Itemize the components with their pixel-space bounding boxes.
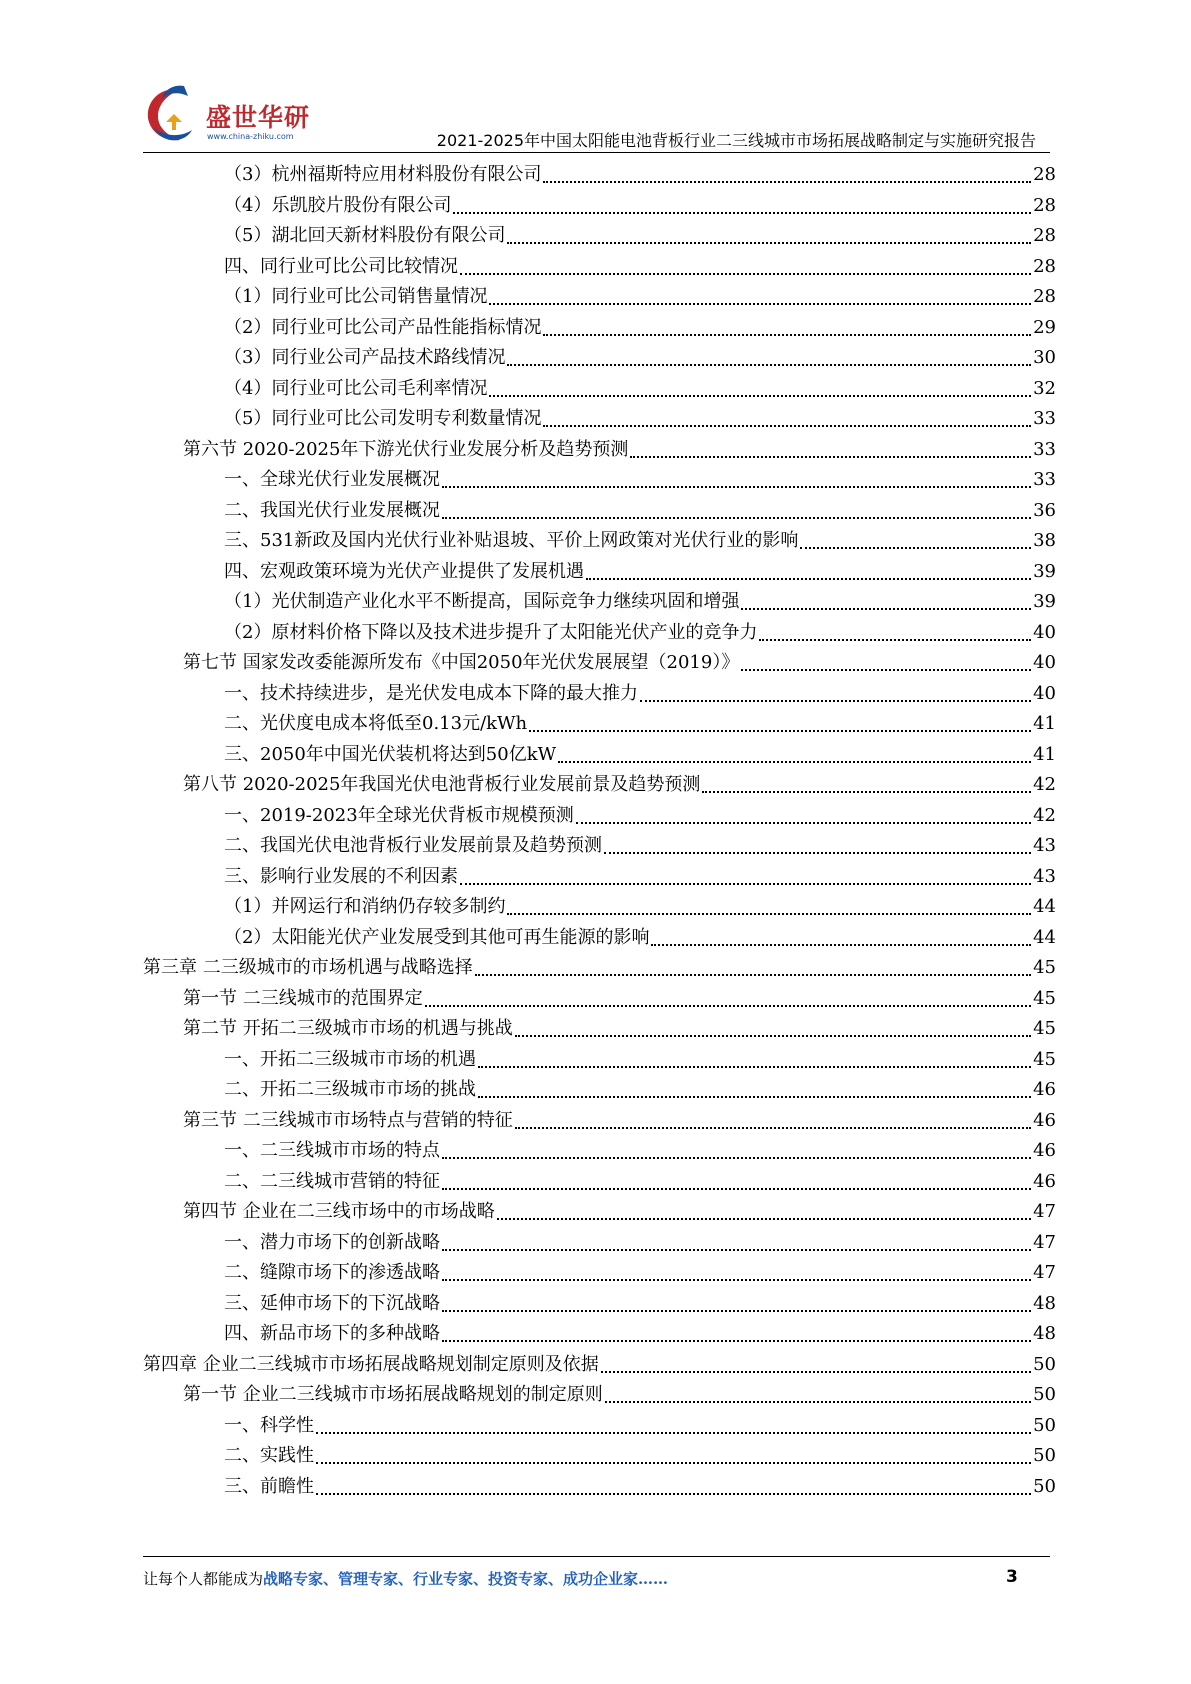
toc-entry-title: （4）乐凯胶片股份有限公司 <box>224 194 452 216</box>
toc-entry-page: 33 <box>1033 408 1056 429</box>
toc-entry-page: 39 <box>1033 591 1056 612</box>
toc-entry[interactable] <box>224 1411 1056 1441</box>
toc-entry[interactable] <box>224 1167 1056 1197</box>
toc-entry[interactable] <box>224 923 1056 953</box>
toc-dot-leader <box>529 730 1031 732</box>
header-divider <box>143 152 1050 153</box>
toc-entry-title: 三、前瞻性 <box>224 1475 314 1497</box>
toc-entry-page: 42 <box>1033 804 1056 826</box>
toc-entry-page: 46 <box>1033 1170 1056 1192</box>
toc-entry-title: 第三章 二三级城市的市场机遇与战略选择 <box>143 957 473 978</box>
toc-entry[interactable] <box>224 587 1056 617</box>
toc-entry-page: 28 <box>1033 286 1056 307</box>
toc-entry[interactable] <box>224 1319 1056 1349</box>
toc-entry-title: 四、宏观政策环境为光伏产业提供了发展机遇 <box>224 560 584 582</box>
toc-entry-page: 29 <box>1033 316 1056 338</box>
toc-dot-leader <box>759 639 1031 641</box>
toc-entry-title: 第八节 2020-2025年我国光伏电池背板行业发展前景及趋势预测 <box>183 774 701 795</box>
slogan-prefix: 让每个人都能成为 <box>143 1570 264 1588</box>
toc-entry[interactable] <box>224 709 1056 739</box>
toc-dot-leader <box>558 761 1031 763</box>
toc-entry-title: 二、二三线城市营销的特征 <box>224 1170 440 1192</box>
toc-entry[interactable] <box>224 862 1056 892</box>
toc-entry-page: 39 <box>1033 560 1056 582</box>
toc-entry-title: 一、潜力市场下的创新战略 <box>224 1231 440 1253</box>
toc-entry-page: 48 <box>1033 1323 1056 1344</box>
toc-entry-title: 第七节 国家发改委能源所发布《中国2050年光伏发展展望（2019）》 <box>183 652 740 673</box>
toc-entry[interactable] <box>224 313 1056 343</box>
toc-entry-title: （5）同行业可比公司发明专利数量情况 <box>224 408 542 429</box>
toc-dot-leader <box>507 913 1031 915</box>
toc-dot-leader <box>316 1462 1031 1464</box>
toc-entry[interactable] <box>183 1014 1056 1044</box>
toc-entry-title: 一、2019-2023年全球光伏背板市规模预测 <box>224 804 574 826</box>
toc-dot-leader <box>460 273 1031 275</box>
toc-entry[interactable] <box>183 648 1056 678</box>
toc-entry-title: （5）湖北回天新材料股份有限公司 <box>224 225 506 246</box>
toc-dot-leader <box>425 1005 1031 1007</box>
toc-dot-leader <box>442 1279 1031 1281</box>
toc-entry[interactable] <box>224 679 1056 709</box>
toc-dot-leader <box>543 425 1031 427</box>
toc-entry-title: （2）原材料价格下降以及技术进步提升了太阳能光伏产业的竞争力 <box>224 621 758 643</box>
toc-entry[interactable] <box>224 892 1056 922</box>
toc-dot-leader <box>604 852 1031 854</box>
toc-entry-page: 41 <box>1033 743 1056 765</box>
toc-entry-title: （2）同行业可比公司产品性能指标情况 <box>224 316 542 338</box>
toc-dot-leader <box>442 1157 1031 1159</box>
toc-dot-leader <box>741 608 1031 610</box>
toc-entry-page: 43 <box>1033 835 1056 856</box>
toc-dot-leader <box>316 1493 1031 1495</box>
toc-entry[interactable] <box>224 221 1056 251</box>
toc-entry-page: 40 <box>1033 652 1056 673</box>
toc-entry[interactable] <box>224 831 1056 861</box>
toc-entry[interactable] <box>224 404 1056 434</box>
toc-entry-page: 46 <box>1033 1079 1056 1100</box>
toc-entry-title: （2）太阳能光伏产业发展受到其他可再生能源的影响 <box>224 926 650 948</box>
toc-entry-title: 一、科学性 <box>224 1414 314 1436</box>
toc-dot-leader <box>475 974 1031 976</box>
page-number: 3 <box>1006 1567 1018 1587</box>
slogan-highlight: 战略专家、管理专家、行业专家、投资专家、成功企业家…… <box>263 1570 669 1588</box>
toc-dot-leader <box>460 883 1031 885</box>
toc-entry[interactable] <box>224 557 1056 587</box>
toc-entry-page: 33 <box>1033 438 1056 460</box>
toc-dot-leader <box>442 1340 1031 1342</box>
logo-mark-icon <box>140 84 210 150</box>
toc-entry-title: 二、缝隙市场下的渗透战略 <box>224 1262 440 1283</box>
toc-entry-title: 四、新品市场下的多种战略 <box>224 1323 440 1344</box>
toc-entry[interactable] <box>143 1350 1056 1380</box>
toc-entry-page: 46 <box>1033 1140 1056 1161</box>
toc-entry-page: 40 <box>1033 682 1056 704</box>
toc-entry-title: （1）光伏制造产业化水平不断提高，国际竞争力继续巩固和增强 <box>224 591 740 612</box>
footer-divider <box>143 1556 1050 1557</box>
footer-slogan <box>143 1568 668 1589</box>
toc-dot-leader <box>651 944 1031 946</box>
toc-entry-title: 第六节 2020-2025年下游光伏行业发展分析及趋势预测 <box>183 438 629 460</box>
toc-entry[interactable] <box>224 343 1056 373</box>
toc-dot-leader <box>442 1249 1031 1251</box>
toc-dot-leader <box>576 822 1031 824</box>
toc-entry-title: 第四章 企业二三线城市市场拓展战略规划制定原则及依据 <box>143 1353 599 1375</box>
toc-dot-leader <box>497 1218 1031 1220</box>
toc-entry-page: 33 <box>1033 469 1056 490</box>
toc-entry[interactable] <box>183 1197 1056 1227</box>
toc-entry[interactable] <box>224 1441 1056 1471</box>
toc-entry-page: 43 <box>1033 865 1056 887</box>
toc-entry[interactable] <box>143 953 1056 983</box>
toc-entry-page: 47 <box>1033 1262 1056 1283</box>
toc-entry-page: 38 <box>1033 530 1056 551</box>
toc-entry-page: 28 <box>1033 255 1056 277</box>
toc-dot-leader <box>442 486 1031 488</box>
toc-entry-page: 46 <box>1033 1109 1056 1131</box>
toc-entry[interactable] <box>224 191 1056 221</box>
toc-entry[interactable] <box>224 1136 1056 1166</box>
toc-dot-leader <box>442 1188 1031 1190</box>
toc-dot-leader <box>316 1432 1031 1434</box>
toc-entry-page: 45 <box>1033 957 1056 978</box>
logo <box>140 84 310 150</box>
toc-entry-title: （3）同行业公司产品技术路线情况 <box>224 347 506 368</box>
toc-entry[interactable] <box>224 801 1056 831</box>
toc-entry-title: 一、二三线城市市场的特点 <box>224 1140 440 1161</box>
toc-dot-leader <box>489 395 1031 397</box>
toc-entry-page: 48 <box>1033 1292 1056 1314</box>
toc-entry-page: 42 <box>1033 774 1056 795</box>
toc-dot-leader <box>800 547 1031 549</box>
toc-entry-title: 二、我国光伏电池背板行业发展前景及趋势预测 <box>224 835 602 856</box>
toc-entry[interactable] <box>224 496 1056 526</box>
toc-entry-title: 三、531新政及国内光伏行业补贴退坡、平价上网政策对光伏行业的影响 <box>224 530 799 551</box>
toc-entry[interactable] <box>224 526 1056 556</box>
toc-dot-leader <box>478 1066 1031 1068</box>
toc-entry-title: 一、全球光伏行业发展概况 <box>224 469 440 490</box>
toc-entry-page: 50 <box>1033 1475 1056 1497</box>
toc-dot-leader <box>489 303 1031 305</box>
toc-entry-page: 32 <box>1033 377 1056 399</box>
toc-entry-title: 第二节 开拓二三级城市市场的机遇与挑战 <box>183 1018 513 1039</box>
toc-entry-title: 四、同行业可比公司比较情况 <box>224 255 458 277</box>
toc-entry-page: 47 <box>1033 1201 1056 1222</box>
toc-entry-title: 第一节 二三线城市的范围界定 <box>183 987 423 1009</box>
toc-dot-leader <box>543 334 1031 336</box>
toc-entry-page: 44 <box>1033 926 1056 948</box>
toc-entry-page: 28 <box>1033 164 1056 185</box>
toc-entry-page: 44 <box>1033 896 1056 917</box>
toc-dot-leader <box>515 1127 1031 1129</box>
brand-name: 盛世华研 <box>206 103 311 132</box>
toc-entry[interactable] <box>224 1472 1056 1502</box>
toc-entry[interactable] <box>183 984 1056 1014</box>
toc-entry-title: 第三节 二三线城市市场特点与营销的特征 <box>183 1109 513 1131</box>
document-title: 2021-2025年中国太阳能电池背板行业二三线城市市场拓展战略制定与实施研究报告 <box>436 131 1036 150</box>
toc-entry[interactable] <box>224 740 1056 770</box>
toc-entry-page: 50 <box>1033 1353 1056 1375</box>
toc-entry[interactable] <box>224 160 1056 190</box>
toc-entry[interactable] <box>224 1258 1056 1288</box>
toc-dot-leader <box>640 700 1031 702</box>
toc-entry-title: 二、光伏度电成本将低至0.13元/kWh <box>224 713 528 734</box>
toc-entry[interactable] <box>183 770 1056 800</box>
brand-url: www.china-zhiku.com <box>207 132 294 141</box>
toc-entry-page: 40 <box>1033 621 1056 643</box>
toc-entry-page: 28 <box>1033 194 1056 216</box>
toc-entry-page: 50 <box>1033 1384 1056 1405</box>
toc-dot-leader <box>478 1096 1031 1098</box>
toc-entry-title: 二、实践性 <box>224 1445 314 1466</box>
toc-entry-title: 一、开拓二三级城市市场的机遇 <box>224 1048 476 1070</box>
toc-dot-leader <box>630 456 1031 458</box>
toc-entry-page: 30 <box>1033 347 1056 368</box>
toc-entry-title: 二、开拓二三级城市市场的挑战 <box>224 1079 476 1100</box>
toc-dot-leader <box>507 242 1031 244</box>
toc-entry[interactable] <box>224 1228 1056 1258</box>
toc-dot-leader <box>741 669 1031 671</box>
toc-entry-title: 第四节 企业在二三线市场中的市场战略 <box>183 1201 495 1222</box>
toc-entry[interactable] <box>224 1045 1056 1075</box>
toc-entry-title: 三、延伸市场下的下沉战略 <box>224 1292 440 1314</box>
toc-dot-leader <box>601 1371 1031 1373</box>
toc-dot-leader <box>453 212 1031 214</box>
toc-entry[interactable] <box>224 618 1056 648</box>
toc-entry-page: 45 <box>1033 1018 1056 1039</box>
toc-entry-page: 28 <box>1033 225 1056 246</box>
toc-entry[interactable] <box>224 1289 1056 1319</box>
toc-dot-leader <box>586 578 1031 580</box>
toc-dot-leader <box>507 364 1031 366</box>
toc-entry-page: 41 <box>1033 713 1056 734</box>
toc-entry-title: 第一节 企业二三线城市市场拓展战略规划的制定原则 <box>183 1384 603 1405</box>
toc-entry-page: 45 <box>1033 987 1056 1009</box>
toc-entry-page: 45 <box>1033 1048 1056 1070</box>
toc-entry-title: 三、影响行业发展的不利因素 <box>224 865 458 887</box>
toc-entry[interactable] <box>224 252 1056 282</box>
toc-dot-leader <box>515 1035 1031 1037</box>
toc-entry-title: （1）并网运行和消纳仍存较多制约 <box>224 896 506 917</box>
toc-entry-title: 二、我国光伏行业发展概况 <box>224 499 440 521</box>
toc-entry[interactable] <box>183 435 1056 465</box>
toc-entry[interactable] <box>224 374 1056 404</box>
toc-entry-page: 47 <box>1033 1231 1056 1253</box>
toc-entry-page: 50 <box>1033 1445 1056 1466</box>
toc-entry[interactable] <box>183 1106 1056 1136</box>
toc-entry[interactable] <box>224 1075 1056 1105</box>
toc-dot-leader <box>442 517 1031 519</box>
toc-entry-title: 一、技术持续进步，是光伏发电成本下降的最大推力 <box>224 682 638 704</box>
toc-entry-page: 50 <box>1033 1414 1056 1436</box>
toc-entry-title: （1）同行业可比公司销售量情况 <box>224 286 488 307</box>
toc-dot-leader <box>702 791 1031 793</box>
toc-entry[interactable] <box>183 1380 1056 1410</box>
page-header <box>0 0 1191 150</box>
toc-dot-leader <box>543 181 1031 183</box>
toc-entry[interactable] <box>224 465 1056 495</box>
toc-entry-title: （4）同行业可比公司毛利率情况 <box>224 377 488 399</box>
toc-entry-title: 三、2050年中国光伏装机将达到50亿kW <box>224 743 557 765</box>
toc-entry[interactable] <box>224 282 1056 312</box>
toc-entry-title: （3）杭州福斯特应用材料股份有限公司 <box>224 164 542 185</box>
toc-dot-leader <box>605 1401 1031 1403</box>
toc-entry-page: 36 <box>1033 499 1056 521</box>
toc-dot-leader <box>442 1310 1031 1312</box>
